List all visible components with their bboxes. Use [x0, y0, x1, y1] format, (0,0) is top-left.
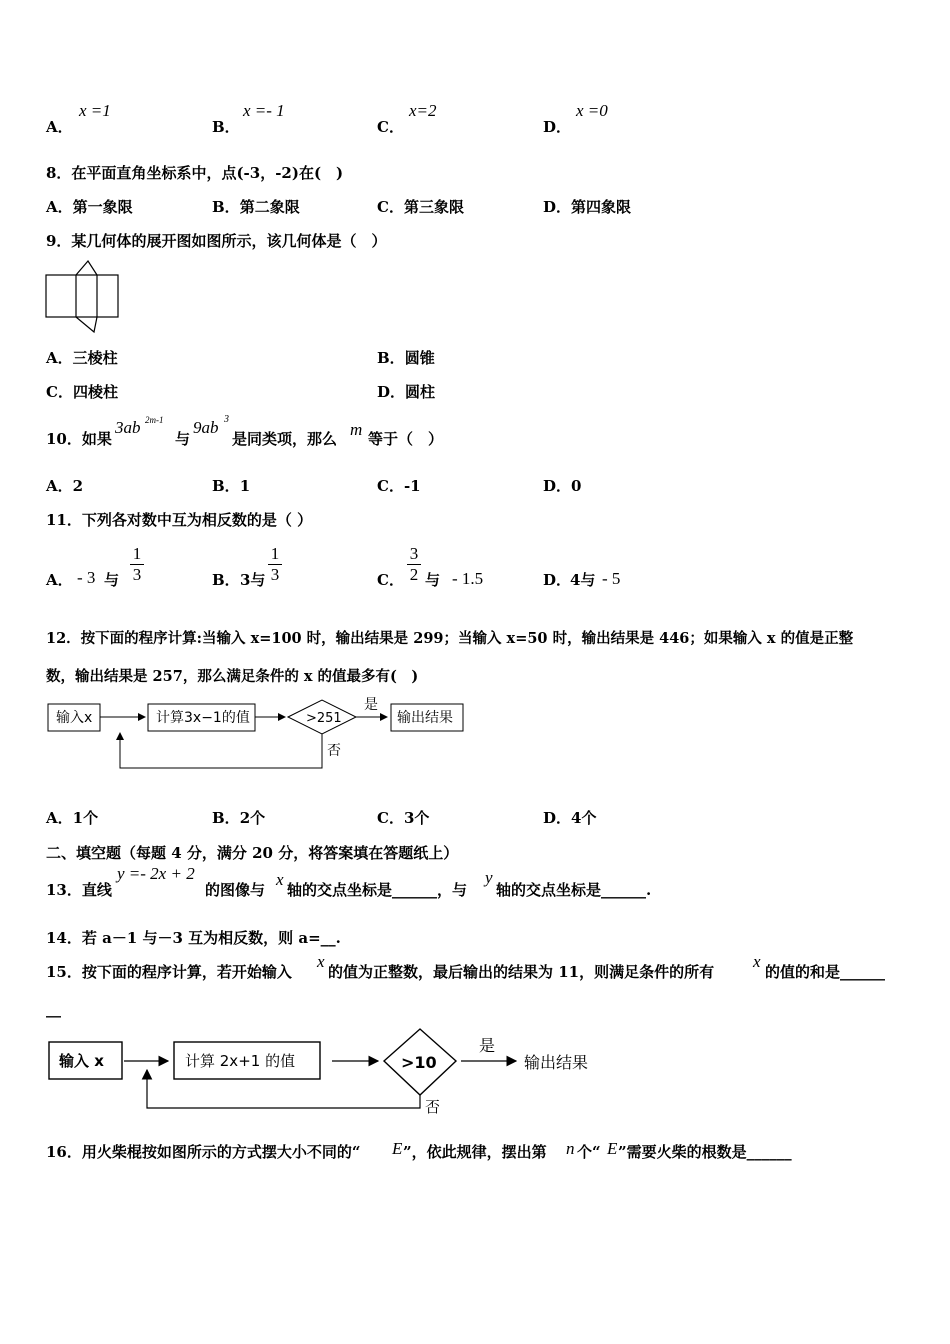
q10-term2: 9ab [193, 418, 219, 437]
q10-option-c-text: -1 [403, 477, 421, 495]
q15-mid: 的值为正整数，最后输出的结果为 11，则满足条件的所有 [328, 963, 715, 981]
q10-mid2: 是同类项，那么 [232, 430, 338, 448]
q7-option-a-letter: A． [46, 118, 73, 136]
q10-suffix: 等于（ ） [368, 430, 444, 448]
q12-no-label: 否 [327, 743, 341, 759]
q12-option-a-text: 1个 [72, 809, 99, 827]
q8-stem: 8．在平面直角坐标系中，点(-3，-2)在( ) [46, 164, 344, 182]
q14-stem: 14．若 a－1 与－3 互为相反数，则 a=__. [46, 929, 341, 947]
q11-option-c-numerator: 3 [409, 544, 419, 563]
q12-option-b-text: 2个 [239, 809, 266, 827]
net-outer-rect [46, 275, 118, 317]
q7-option-c-letter: C． [377, 118, 404, 136]
q11-option-d-letter: D． [543, 571, 572, 589]
q10-exp1: 2m-1 [145, 415, 164, 425]
q10-option-a-text: 2 [72, 477, 84, 495]
q12-option-a-letter: A． [46, 809, 73, 827]
q9-option-c-letter: C． [46, 383, 73, 401]
q13-expr: y =- 2x + 2 [117, 864, 195, 883]
q9-option-d-text: 圆柱 [405, 383, 436, 401]
q15-flowchart [44, 1025, 614, 1117]
q11-option-a-value: - 3 [77, 568, 96, 587]
q16-e2: E [607, 1139, 618, 1158]
q7-option-b-letter: B． [212, 118, 240, 136]
q12-yes-label: 是 [364, 697, 378, 713]
q11-option-b-prefix: 3与 [240, 571, 266, 589]
net-bottom-triangle [76, 317, 97, 332]
section-title-fill-in: 二、填空题（每题 4 分，满分 20 分，将答案填在答题纸上） [46, 844, 459, 862]
q8-option-c-letter: C． [377, 198, 404, 216]
q12-option-d-text: 4个 [571, 809, 597, 827]
q15-no-label: 否 [425, 1098, 441, 1116]
q12-line2: 数，输出结果是 257，那么满足条件的 x 的值最多有( ) [46, 668, 419, 685]
q11-option-b-numerator: 1 [270, 544, 280, 563]
q10-option-d-text: 0 [571, 477, 582, 495]
q15-suffix: 的值的和是______ [765, 963, 886, 981]
q12-flowchart [44, 692, 474, 774]
q11-option-c-with: 与 [425, 571, 441, 589]
q8-option-a-text: 第一象限 [72, 198, 133, 216]
q13-var-y: y [485, 868, 493, 887]
q7-option-c-expr: x=2 [409, 101, 437, 120]
q10-exp2: 3 [224, 414, 229, 425]
q15-cont: __ [46, 1000, 61, 1018]
q9-option-b-text: 圆锥 [404, 349, 435, 367]
prism-net-figure [44, 258, 124, 334]
q15-compute-label: 计算 2x+1 的值 [185, 1052, 296, 1070]
q10-var: m [350, 420, 363, 439]
q10-prefix: 10．如果 [46, 430, 112, 448]
q10-option-d-letter: D． [543, 477, 572, 495]
q11-option-b-letter: B． [212, 571, 240, 589]
q7-option-d-letter: D． [543, 118, 572, 136]
q11-option-a-denominator: 3 [132, 565, 142, 584]
q9-option-c-text: 四棱柱 [72, 383, 118, 401]
q8-option-d-text: 第四象限 [571, 198, 632, 216]
q12-option-d-letter: D． [543, 809, 572, 827]
q8-option-c-text: 第三象限 [403, 198, 464, 216]
q11-option-b-fraction [268, 545, 282, 584]
q7-option-b-expr: x =- 1 [243, 101, 285, 120]
q16-mid2: 个“ [577, 1143, 601, 1161]
q11-option-b-denominator: 3 [270, 565, 280, 584]
q12-line1: 12．按下面的程序计算:当输入 x=100 时，输出结果是 299；当输入 x=50 时，输出结果是 446；如果输入 x 的值是正整 [46, 630, 854, 647]
q16-mid: ”，依此规律，摆出第 [403, 1143, 547, 1161]
q11-option-c-value: - 1.5 [452, 569, 484, 588]
q7-option-d-expr: x =0 [576, 101, 608, 120]
q11-option-c-fraction [407, 545, 421, 584]
q10-term1: 3ab [115, 418, 141, 437]
q9-option-d-letter: D． [377, 383, 406, 401]
q11-option-a-fraction [130, 545, 144, 584]
q11-option-a-with: 与 [104, 571, 120, 589]
q10-option-b-text: 1 [239, 477, 251, 495]
q11-option-c-denominator: 2 [409, 565, 419, 584]
q8-option-d-letter: D． [543, 198, 572, 216]
q16-prefix: 16．用火柴棍按如图所示的方式摆大小不同的“ [46, 1143, 361, 1161]
q7-option-a-expr: x =1 [79, 101, 111, 120]
q11-option-a-numerator: 1 [132, 544, 142, 563]
q16-n: n [566, 1139, 575, 1158]
q12-option-c-text: 3个 [403, 809, 430, 827]
q11-stem: 11．下列各对数中互为相反数的是（ ） [46, 511, 313, 529]
q13-mid2: 轴的交点坐标是______，与 [287, 881, 468, 899]
q11-option-d-value: - 5 [602, 569, 621, 588]
q12-compute-label: 计算3x−1的值 [156, 710, 250, 726]
q13-mid: 的图像与 [205, 881, 266, 899]
q12-input-label: 输入x [56, 710, 93, 726]
q8-option-b-text: 第二象限 [239, 198, 300, 216]
q13-prefix: 13．直线 [46, 881, 112, 899]
q15-prefix: 15．按下面的程序计算，若开始输入 [46, 963, 292, 981]
q9-stem: 9．某几何体的展开图如图所示，该几何体是（ ） [46, 232, 387, 250]
q8-option-b-letter: B． [212, 198, 240, 216]
q15-var1: x [317, 952, 325, 971]
q15-output-label: 输出结果 [524, 1053, 589, 1072]
q12-option-b-letter: B． [212, 809, 240, 827]
q11-option-d-prefix: 4与 [570, 571, 596, 589]
q10-mid: 与 [175, 430, 191, 448]
q10-option-c-letter: C． [377, 477, 404, 495]
q12-decision-label: >251 [306, 711, 342, 726]
q11-option-c-letter: C． [377, 571, 404, 589]
q10-option-b-letter: B． [212, 477, 240, 495]
q9-option-b-letter: B． [377, 349, 405, 367]
q15-input-label: 输入 x [59, 1052, 104, 1070]
q9-option-a-text: 三棱柱 [72, 349, 118, 367]
q13-var-x: x [276, 870, 284, 889]
q16-e1: E [392, 1139, 403, 1158]
q9-option-a-letter: A． [46, 349, 73, 367]
q15-yes-label: 是 [479, 1036, 496, 1055]
q12-loop-arrow [120, 733, 322, 768]
q8-option-a-letter: A． [46, 198, 73, 216]
net-top-triangle [76, 261, 97, 275]
q10-option-a-letter: A． [46, 477, 73, 495]
q12-option-c-letter: C． [377, 809, 404, 827]
q12-output-label: 输出结果 [397, 710, 453, 726]
q15-decision-label: >10 [401, 1053, 437, 1072]
q11-option-a-letter: A． [46, 571, 73, 589]
q13-suffix: 轴的交点坐标是______. [496, 881, 652, 899]
q16-suffix: ”需要火柴的根数是______ [618, 1143, 792, 1161]
q15-var2: x [753, 952, 761, 971]
